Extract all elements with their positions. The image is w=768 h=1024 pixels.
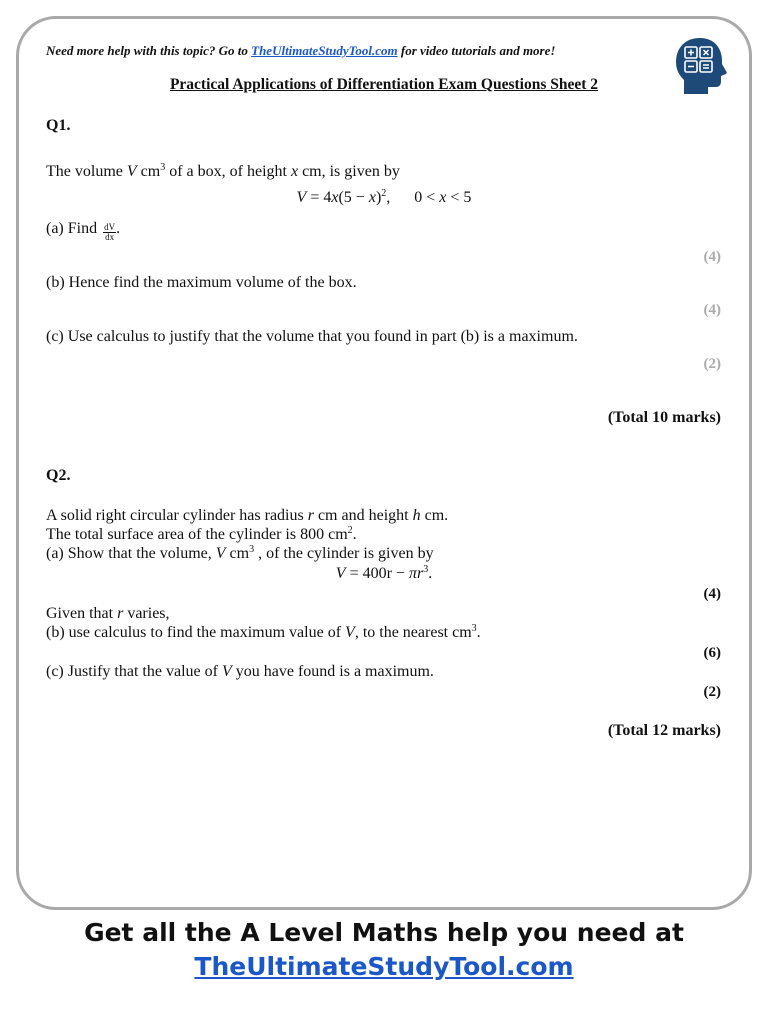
q1-intro: The volume V $cm^3$ of a box, of height x cm, is given by bbox=[46, 162, 400, 180]
q1-part-b-marks: (4) bbox=[703, 302, 721, 318]
help-prefix: Need more help with this topic? Go to bbox=[46, 43, 252, 58]
footer-link[interactable]: TheUltimateStudyTool.com bbox=[194, 952, 574, 981]
q1-formula: $V = 4x(5 - x)^2$, 0 < x < 5 bbox=[296, 188, 472, 206]
footer-link-wrap bbox=[0, 952, 768, 981]
q2-given: Given that r varies, bbox=[46, 605, 170, 622]
q2-heading: Q2. bbox=[46, 467, 71, 484]
q2-total: (Total 12 marks) bbox=[607, 722, 721, 739]
q1-total: (Total 10 marks) bbox=[607, 409, 721, 426]
footer-promo: Get all the A Level Maths help you need at bbox=[84, 918, 684, 947]
q2-part-b-marks: (6) bbox=[703, 645, 721, 661]
q2-line2: The total surface area of the cylinder is 800 $cm^2$. bbox=[46, 525, 357, 543]
q1-part-c-marks: (2) bbox=[703, 356, 721, 372]
q2-part-a-marks: (4) bbox=[703, 586, 721, 602]
q1-part-a: (a) Find $\frac{dV}{dx}$ . bbox=[46, 220, 121, 242]
q2-line1: A solid right circular cylinder has radius r cm and height h cm. bbox=[46, 507, 449, 524]
help-banner bbox=[46, 43, 676, 59]
q2-part-b: (b) use calculus to find the maximum value of V, to the nearest $cm^3$. bbox=[46, 623, 481, 641]
help-suffix: for video tutorials and more! bbox=[397, 43, 556, 58]
q1-part-a-marks: (4) bbox=[703, 249, 721, 265]
sheet-title: Practical Applications of Differentiation Exam Questions Sheet 2 bbox=[169, 76, 599, 93]
q2-part-a: (a) Show that the volume, V $cm^3$ , of the cylinder is given by bbox=[46, 544, 434, 562]
q2-part-c: (c) Justify that the value of V you have found is a maximum. bbox=[46, 663, 434, 680]
q1-part-b: (b) Hence find the maximum volume of the box. bbox=[46, 274, 357, 291]
derivative-fraction: $\frac{dV}{dx}$ bbox=[104, 222, 116, 242]
page-frame bbox=[16, 16, 752, 910]
q2-part-c-marks: (2) bbox=[703, 684, 721, 700]
help-link[interactable]: TheUltimateStudyTool.com bbox=[251, 43, 398, 58]
q1-part-c: (c) Use calculus to justify that the volume that you found in part (b) is a maximum. bbox=[46, 328, 578, 345]
q2-formula: $V = 400r - \pi r^3$. bbox=[335, 564, 433, 582]
q1-heading: Q1. bbox=[46, 117, 71, 134]
